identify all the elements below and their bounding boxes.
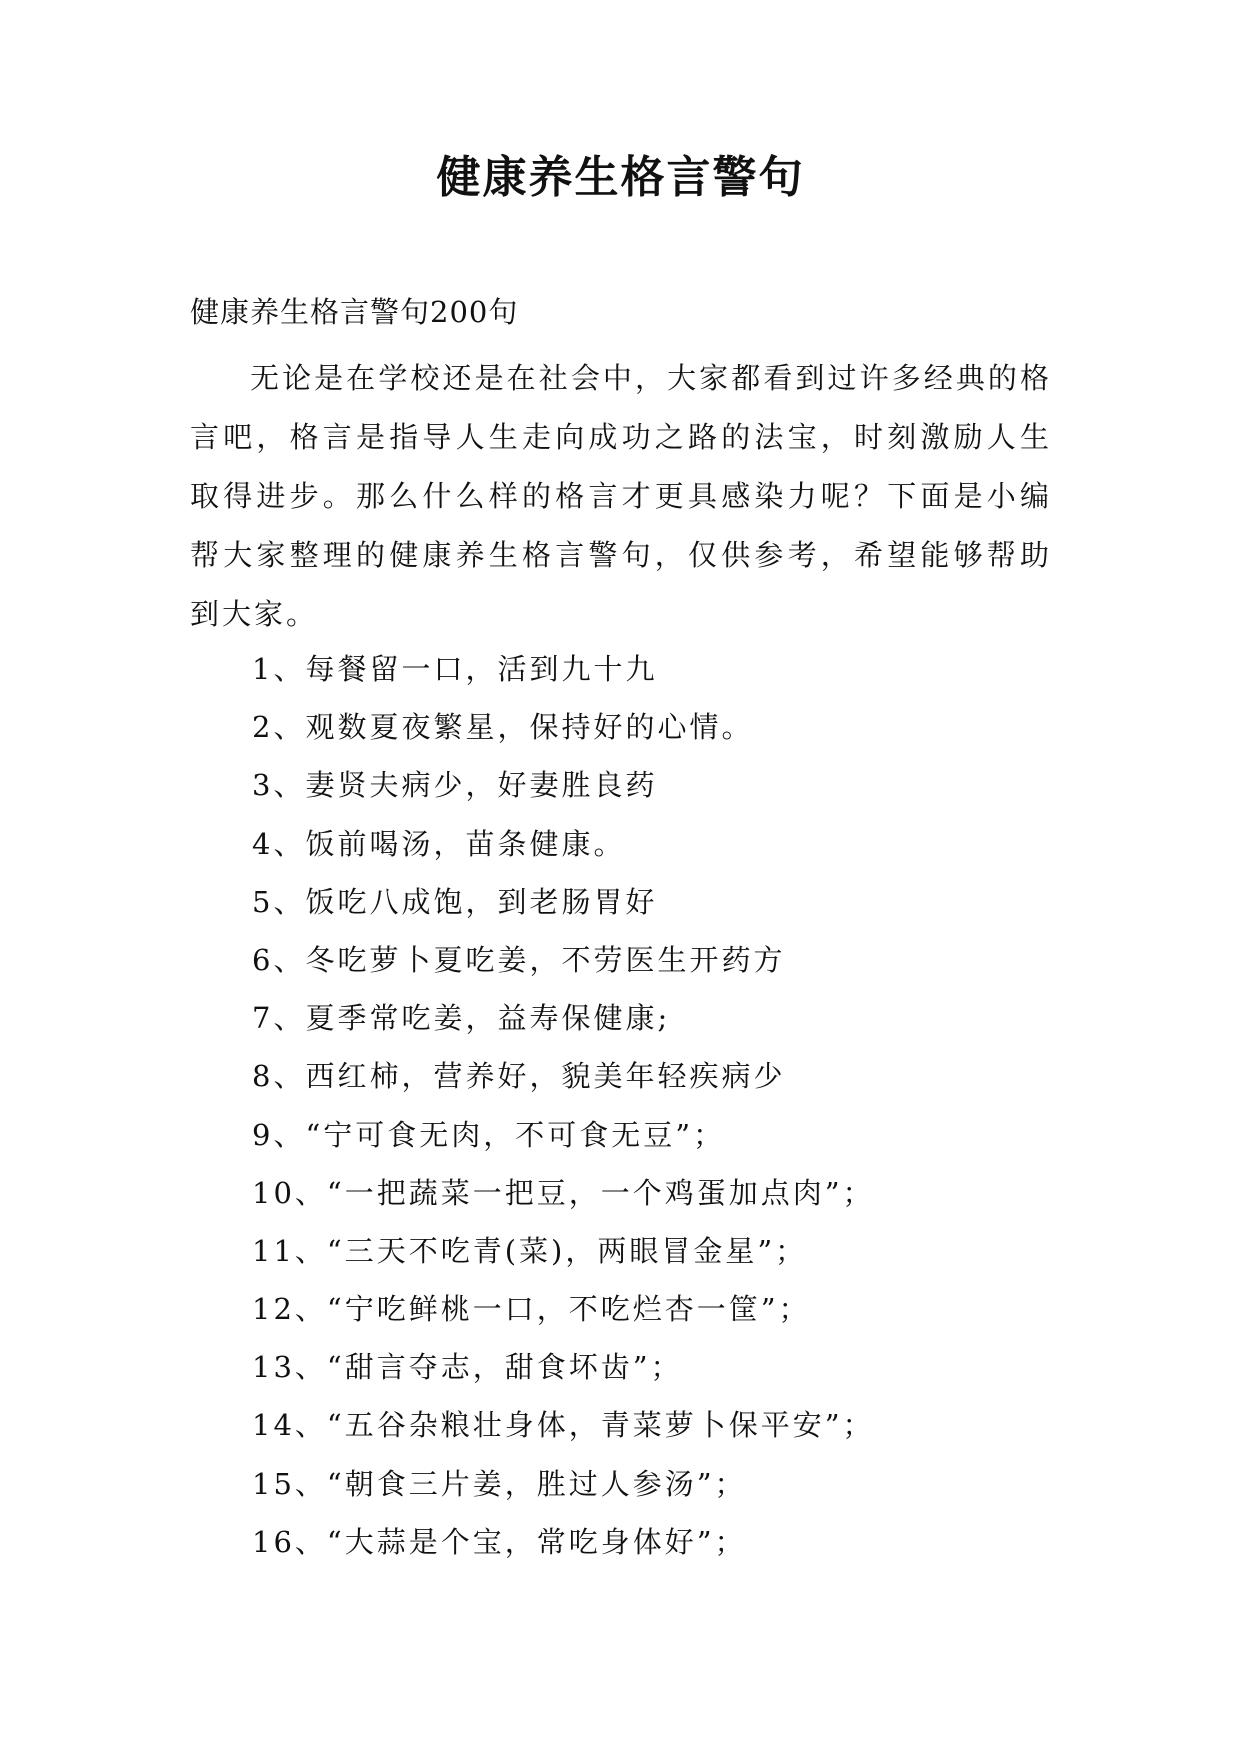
list-item: 3、妻贤夫病少，好妻胜良药 <box>252 768 658 803</box>
list-item: 10、“一把蔬菜一把豆，一个鸡蛋加点肉”； <box>252 1175 875 1210</box>
document-title: 健康养生格言警句 <box>436 152 805 203</box>
list-item: 5、饭吃八成饱，到老肠胃好 <box>252 884 658 919</box>
list-item: 8、西红柿，营养好，貌美年轻疾病少 <box>252 1059 786 1094</box>
list-item: 15、“朝食三片姜，胜过人参汤”； <box>252 1466 747 1501</box>
list-item: 16、“大蒜是个宝，常吃身体好”； <box>252 1524 747 1559</box>
list-item: 4、饭前喝汤，苗条健康。 <box>252 826 626 861</box>
document-subtitle: 健康养生格言警句200句 <box>190 295 519 329</box>
list-item: 2、观数夏夜繁星，保持好的心情。 <box>252 710 754 745</box>
list-item: 14、“五谷杂粮壮身体，青菜萝卜保平安”； <box>252 1408 875 1443</box>
list-item: 9、“宁可食无肉，不可食无豆”； <box>252 1117 726 1152</box>
list-item: 13、“甜言夺志，甜食坏齿”； <box>252 1350 683 1385</box>
list-item: 12、“宁吃鲜桃一口，不吃烂杏一筐”； <box>252 1292 811 1327</box>
list-item: 7、夏季常吃姜，益寿保健康; <box>252 1001 671 1036</box>
list-item: 1、每餐留一口，活到九十九 <box>252 652 658 686</box>
list-item: 6、冬吃萝卜夏吃姜，不劳医生开药方 <box>252 942 786 977</box>
intro-paragraph: 无论是在学校还是在社会中，大家都看到过许多经典的格言吧，格言是指导人生走向成功之路的法宝，时刻激励人生取得进步。那么什么样的格言才更具感染力呢？下面是小编帮大家整理的健康养生格言警句，仅供参考，希望能够帮助到大家。 <box>190 361 1052 631</box>
proverb-list <box>252 640 875 1571</box>
list-item: 11、“三天不吃青(菜)，两眼冒金星”； <box>252 1233 808 1268</box>
